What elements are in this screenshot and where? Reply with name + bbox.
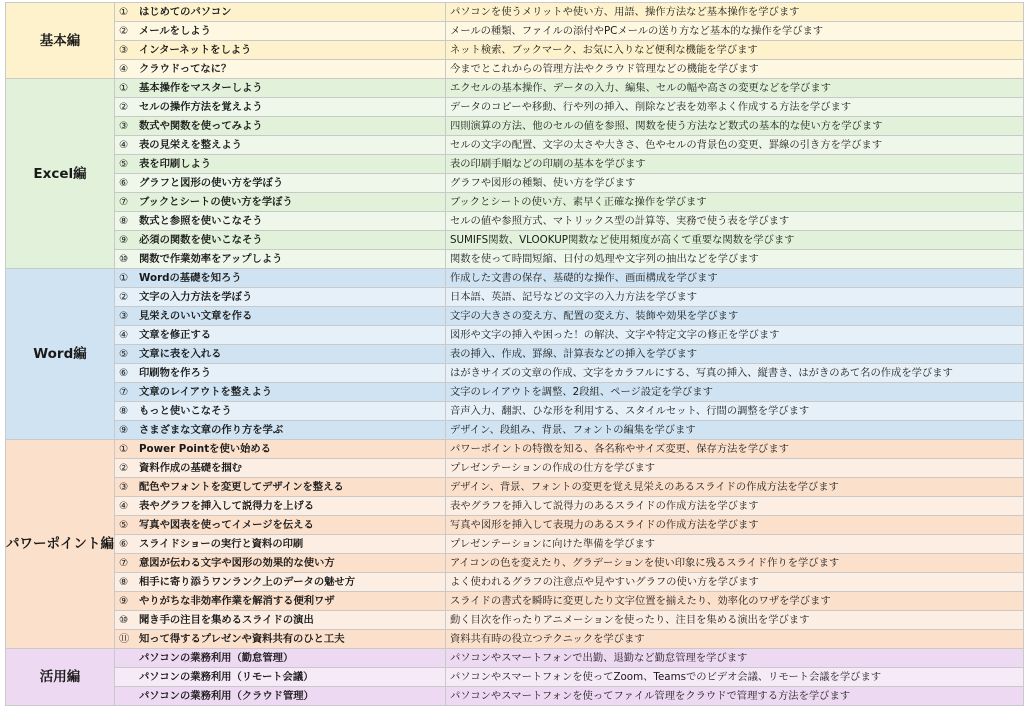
course-row xyxy=(6,288,1024,307)
course-title: 相手に寄り添うワンランク上のデータの魅せ方 xyxy=(139,576,356,588)
course-row xyxy=(6,41,1024,60)
course-title-cell xyxy=(115,592,446,611)
course-number: ② xyxy=(119,462,129,474)
course-title-cell xyxy=(115,136,446,155)
course-title-cell xyxy=(115,364,446,383)
course-row xyxy=(6,421,1024,440)
course-description: 音声入力、翻訳、ひな形を利用する、スタイルセット、行間の調整を学びます xyxy=(445,402,1023,421)
course-description: セルの文字の配置、文字の太さや大きさ、色やセルの背景色の変更、罫線の引き方を学びます xyxy=(445,136,1023,155)
course-number: ⑨ xyxy=(119,424,129,436)
course-title: 知って得するプレゼンや資料共有のひと工夫 xyxy=(139,633,345,645)
course-row xyxy=(6,687,1024,706)
course-row xyxy=(6,516,1024,535)
course-row xyxy=(6,402,1024,421)
course-description: 表の印刷手順などの印刷の基本を学びます xyxy=(445,155,1023,174)
course-title-cell xyxy=(115,212,446,231)
course-title-cell xyxy=(115,60,446,79)
course-title-cell xyxy=(115,611,446,630)
course-number: ⑧ xyxy=(119,405,129,417)
course-number: ⑦ xyxy=(119,196,129,208)
course-number: ③ xyxy=(119,481,129,493)
section-label-applied: 活用編 xyxy=(6,649,115,706)
course-number: ⑤ xyxy=(119,348,129,360)
course-number: ③ xyxy=(119,120,129,132)
course-description: 表やグラフを挿入して説得力のあるスライドの作成方法を学びます xyxy=(445,497,1023,516)
course-number: ③ xyxy=(119,44,129,56)
course-description: 動く目次を作ったりアニメーションを使ったり、注目を集める演出を学びます xyxy=(445,611,1023,630)
course-description: はがきサイズの文章の作成、文字をカラフルにする、写真の挿入、縦書き、はがきのあて名の作成を学びます xyxy=(445,364,1023,383)
course-title: 表の見栄えを整えよう xyxy=(139,139,242,151)
course-description: ネット検索、ブックマーク、お気に入りなど便利な機能を学びます xyxy=(445,41,1023,60)
course-title: 文章のレイアウトを整えよう xyxy=(139,386,273,398)
course-row xyxy=(6,554,1024,573)
course-title-cell xyxy=(115,668,446,687)
course-title: 表を印刷しよう xyxy=(139,158,212,170)
course-row xyxy=(6,497,1024,516)
course-number: ② xyxy=(119,291,129,303)
course-title-cell xyxy=(115,440,446,459)
course-title: 数式や関数を使ってみよう xyxy=(139,120,263,132)
course-row xyxy=(6,136,1024,155)
course-row xyxy=(6,478,1024,497)
course-title: はじめてのパソコン xyxy=(139,6,232,18)
course-title-cell xyxy=(115,345,446,364)
course-title: 基本操作をマスターしよう xyxy=(139,82,263,94)
course-title: 見栄えのいい文章を作る xyxy=(139,310,253,322)
course-title: パソコンの業務利用（勤怠管理） xyxy=(139,652,294,664)
course-title-cell xyxy=(115,326,446,345)
course-title: 文章を修正する xyxy=(139,329,212,341)
course-row xyxy=(6,60,1024,79)
course-number: ⑤ xyxy=(119,519,129,531)
course-title-cell xyxy=(115,535,446,554)
course-title-cell xyxy=(115,516,446,535)
course-number: ⑤ xyxy=(119,158,129,170)
course-title: セルの操作方法を覚えよう xyxy=(139,101,263,113)
course-row xyxy=(6,269,1024,288)
course-title-cell xyxy=(115,307,446,326)
course-title: Power Pointを使い始める xyxy=(139,443,271,455)
course-row xyxy=(6,117,1024,136)
course-description: 資料共有時の役立つテクニックを学びます xyxy=(445,630,1023,649)
course-title-cell xyxy=(115,41,446,60)
course-number: ⑩ xyxy=(119,614,129,626)
course-description: データのコピーや移動、行や列の挿入、削除など表を効率よく作成する方法を学びます xyxy=(445,98,1023,117)
course-number: ⑦ xyxy=(119,386,129,398)
course-number: ① xyxy=(119,443,129,455)
course-title-cell xyxy=(115,193,446,212)
course-description: ブックとシートの使い方、素早く正確な操作を学びます xyxy=(445,193,1023,212)
course-row xyxy=(6,649,1024,668)
course-title-cell xyxy=(115,22,446,41)
course-title-cell xyxy=(115,288,446,307)
course-description: グラフや図形の種類、使い方を学びます xyxy=(445,174,1023,193)
course-title-cell xyxy=(115,573,446,592)
section-label-word: Word編 xyxy=(6,269,115,440)
course-number: ⑦ xyxy=(119,557,129,569)
course-title: 文章に表を入れる xyxy=(139,348,222,360)
course-number: ⑥ xyxy=(119,177,129,189)
course-title: インターネットをしよう xyxy=(139,44,252,56)
course-title-cell xyxy=(115,459,446,478)
course-description: スライドの書式を瞬時に変更したり文字位置を揃えたり、効率化のワザを学びます xyxy=(445,592,1023,611)
course-description: 図形や文字の挿入や困った！の解決、文字や特定文字の修正を学びます xyxy=(445,326,1023,345)
course-title: パソコンの業務利用（クラウド管理） xyxy=(139,690,314,702)
course-row xyxy=(6,155,1024,174)
course-description: 表の挿入、作成、罫線、計算表などの挿入を学びます xyxy=(445,345,1023,364)
course-title-cell xyxy=(115,383,446,402)
course-row xyxy=(6,592,1024,611)
course-description: パソコンやスマートフォンで出勤、退勤など勤怠管理を学びます xyxy=(445,649,1023,668)
course-title-cell xyxy=(115,98,446,117)
course-number: ① xyxy=(119,6,129,18)
course-row xyxy=(6,611,1024,630)
course-number: ③ xyxy=(119,310,129,322)
course-row xyxy=(6,459,1024,478)
curriculum-table xyxy=(5,2,1024,706)
course-number: ② xyxy=(119,25,129,37)
course-number: ⑧ xyxy=(119,576,129,588)
course-title: メールをしよう xyxy=(139,25,211,37)
course-title-cell xyxy=(115,554,446,573)
course-title-cell xyxy=(115,630,446,649)
course-title: 表やグラフを挿入して説得力を上げる xyxy=(139,500,315,512)
course-title: 文字の入力方法を学ぼう xyxy=(139,291,253,303)
course-title: 関数で作業効率をアップしよう xyxy=(139,253,283,265)
course-title-cell xyxy=(115,497,446,516)
course-number: ① xyxy=(119,272,129,284)
course-description: パソコンを使うメリットや使い方、用語、操作方法など基本操作を学びます xyxy=(445,3,1023,22)
course-title: クラウドってなに？ xyxy=(139,63,232,75)
course-title-cell xyxy=(115,478,446,497)
course-title: 数式と参照を使いこなそう xyxy=(139,215,263,227)
course-row xyxy=(6,174,1024,193)
course-description: プレゼンテーションに向けた準備を学びます xyxy=(445,535,1023,554)
course-number: ④ xyxy=(119,329,129,341)
course-description: 四則演算の方法、他のセルの値を参照、関数を使う方法など数式の基本的な使い方を学びます xyxy=(445,117,1023,136)
course-row xyxy=(6,573,1024,592)
course-description: セルの値や参照方式、マトリックス型の計算等、実務で使う表を学びます xyxy=(445,212,1023,231)
course-row xyxy=(6,440,1024,459)
course-title-cell xyxy=(115,421,446,440)
course-title: ブックとシートの使い方を学ぼう xyxy=(139,196,293,208)
section-label-powerpoint: パワーポイント編 xyxy=(6,440,115,649)
course-row xyxy=(6,630,1024,649)
course-curriculum xyxy=(5,2,1024,706)
course-title-cell xyxy=(115,402,446,421)
course-title-cell xyxy=(115,687,446,706)
course-row xyxy=(6,345,1024,364)
course-description: よく使われるグラフの注意点や見やすいグラフの使い方を学びます xyxy=(445,573,1023,592)
course-description: エクセルの基本操作、データの入力、編集、セルの幅や高さの変更などを学びます xyxy=(445,79,1023,98)
course-title: スライドショーの実行と資料の印刷 xyxy=(139,538,304,550)
course-row xyxy=(6,22,1024,41)
course-title-cell xyxy=(115,231,446,250)
course-title: 必須の関数を使いこなそう xyxy=(139,234,263,246)
course-number: ④ xyxy=(119,63,129,75)
course-title: さまざまな文章の作り方を学ぶ xyxy=(139,424,284,436)
course-number: ⑩ xyxy=(119,253,129,265)
course-number: ⑪ xyxy=(119,633,130,645)
course-number: ④ xyxy=(119,139,129,151)
course-row xyxy=(6,364,1024,383)
course-title: 写真や図表を使ってイメージを伝える xyxy=(139,519,314,531)
course-number: ⑨ xyxy=(119,595,129,607)
course-description: パワーポイントの特徴を知る、各名称やサイズ変更、保存方法を学びます xyxy=(445,440,1023,459)
course-title: 聞き手の注目を集めるスライドの演出 xyxy=(139,614,314,626)
course-number: ④ xyxy=(119,500,129,512)
section-label-excel: Excel編 xyxy=(6,79,115,269)
course-description: 写真や図形を挿入して表現力のあるスライドの作成方法を学びます xyxy=(445,516,1023,535)
course-number: ⑨ xyxy=(119,234,129,246)
course-row xyxy=(6,383,1024,402)
course-title-cell xyxy=(115,250,446,269)
course-number: ⑧ xyxy=(119,215,129,227)
course-description: 今までとこれからの管理方法やクラウド管理などの機能を学びます xyxy=(445,60,1023,79)
course-row xyxy=(6,3,1024,22)
course-row xyxy=(6,98,1024,117)
course-row xyxy=(6,79,1024,98)
course-description: メールの種類、ファイルの添付やPCメールの送り方など基本的な操作を学びます xyxy=(445,22,1023,41)
course-row xyxy=(6,535,1024,554)
course-description: デザイン、段組み、背景、フォントの編集を学びます xyxy=(445,421,1023,440)
course-number: ⑥ xyxy=(119,367,129,379)
course-title-cell xyxy=(115,117,446,136)
course-title: Wordの基礎を知ろう xyxy=(139,272,242,284)
course-description: 文字のレイアウトを調整、2段組、ページ設定を学びます xyxy=(445,383,1023,402)
course-title: グラフと図形の使い方を学ぼう xyxy=(139,177,284,189)
course-number: ① xyxy=(119,82,129,94)
course-title: 印刷物を作ろう xyxy=(139,367,212,379)
course-description: 日本語、英語、記号などの文字の入力方法を学びます xyxy=(445,288,1023,307)
course-description: デザイン、背景、フォントの変更を覚え見栄えのあるスライドの作成方法を学びます xyxy=(445,478,1023,497)
course-row xyxy=(6,668,1024,687)
course-title-cell xyxy=(115,649,446,668)
course-number: ⑥ xyxy=(119,538,129,550)
course-title: 意図が伝わる文字や図形の効果的な使い方 xyxy=(139,557,335,569)
course-title-cell xyxy=(115,269,446,288)
course-title-cell xyxy=(115,155,446,174)
course-row xyxy=(6,307,1024,326)
course-title: 配色やフォントを変更してデザインを整える xyxy=(139,481,344,493)
course-title-cell xyxy=(115,79,446,98)
course-description: アイコンの色を変えたり、グラデーションを使い印象に残るスライド作りを学びます xyxy=(445,554,1023,573)
course-row xyxy=(6,193,1024,212)
course-row xyxy=(6,326,1024,345)
course-row xyxy=(6,250,1024,269)
course-title-cell xyxy=(115,174,446,193)
course-description: パソコンやスマートフォンを使ってファイル管理をクラウドで管理する方法を学びます xyxy=(445,687,1023,706)
course-row xyxy=(6,231,1024,250)
course-description: パソコンやスマートフォンを使ってZoom、Teamsでのビデオ会議、リモート会議を学びます xyxy=(445,668,1023,687)
course-description: プレゼンテーションの作成の仕方を学びます xyxy=(445,459,1023,478)
course-description: 作成した文書の保存、基礎的な操作、画面構成を学びます xyxy=(445,269,1023,288)
course-description: 文字の大きさの変え方、配置の変え方、装飾や効果を学びます xyxy=(445,307,1023,326)
course-number: ② xyxy=(119,101,129,113)
course-title: もっと使いこなそう xyxy=(139,405,232,417)
course-title-cell xyxy=(115,3,446,22)
course-title: やりがちな非効率作業を解消する便利ワザ xyxy=(139,595,335,607)
course-title: パソコンの業務利用（リモート会議） xyxy=(139,671,314,683)
course-title: 資料作成の基礎を掴む xyxy=(139,462,242,474)
course-description: SUMIFS関数、VLOOKUP関数など使用頻度が高くて重要な関数を学びます xyxy=(445,231,1023,250)
course-description: 関数を使って時間短縮、日付の処理や文字列の抽出などを学びます xyxy=(445,250,1023,269)
section-label-basic: 基本編 xyxy=(6,3,115,79)
course-row xyxy=(6,212,1024,231)
